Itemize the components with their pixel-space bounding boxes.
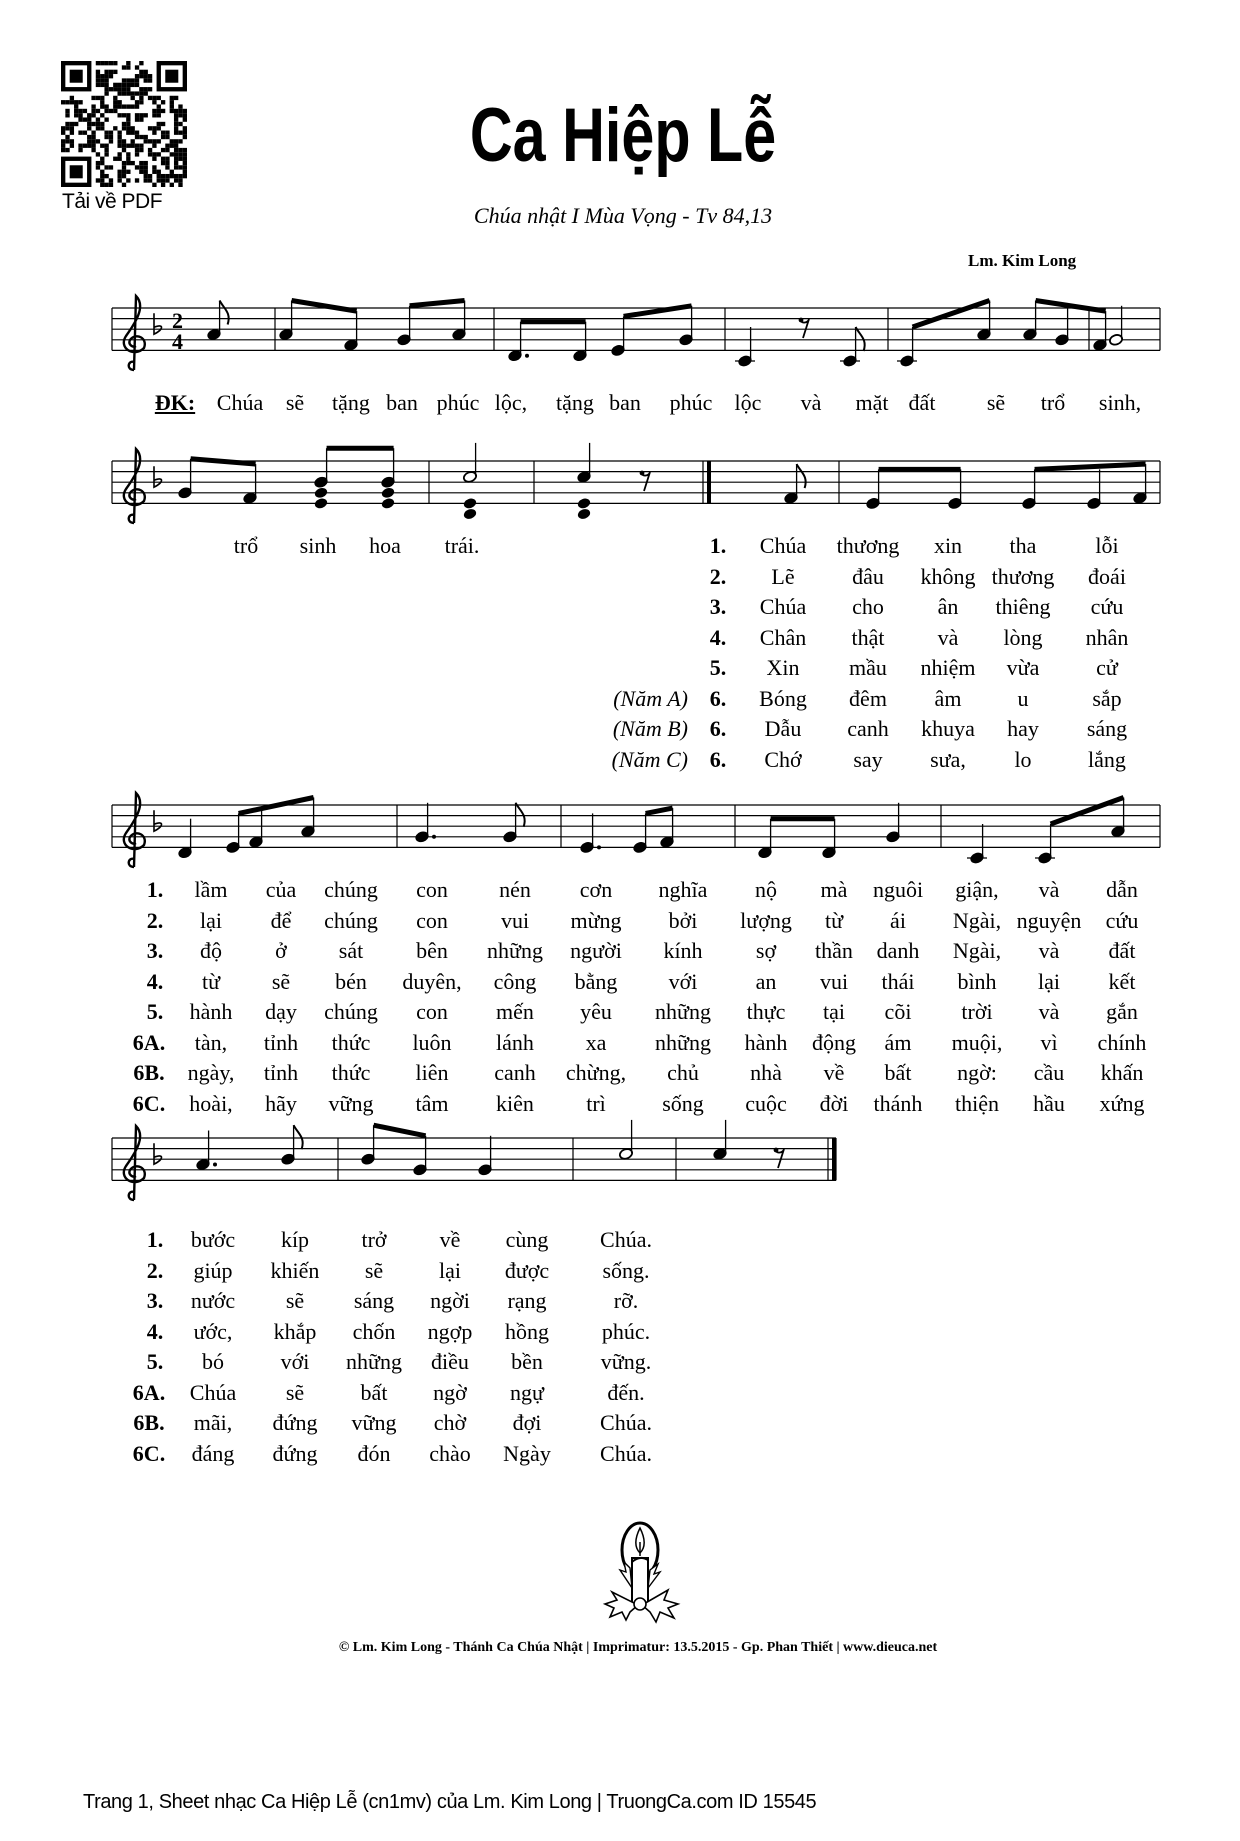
lyric-word: và — [800, 390, 822, 415]
eighth-rest-icon — [640, 471, 645, 476]
note-beam — [292, 301, 357, 312]
lyric-word: Ngài, — [952, 938, 1002, 963]
lyric-word: vui — [500, 907, 530, 933]
note-beam — [624, 306, 692, 317]
lyric-word: sáng — [1086, 716, 1128, 741]
verse-number: 6. — [709, 746, 727, 772]
note-beam — [410, 301, 465, 306]
lyric-word: dạy — [265, 999, 297, 1024]
chord-note-head — [314, 486, 329, 499]
lyric-word: sẽ — [271, 968, 291, 994]
lyric-word: trời — [961, 999, 993, 1024]
lyric-word: Chúa — [189, 1379, 237, 1405]
lyric-word: bất — [360, 1379, 388, 1405]
lyric-word: sống — [662, 1090, 704, 1116]
lyric-word: lộc — [734, 390, 762, 415]
lyric-word: đợi — [512, 1410, 542, 1435]
lyric-word: chốn — [352, 1318, 396, 1344]
lyric-word: những — [655, 1029, 711, 1055]
verse-number: 3. — [709, 594, 727, 619]
lyric-word: xin — [933, 533, 963, 558]
download-pdf-label[interactable]: Tải về PDF — [62, 190, 163, 213]
copyright-line: © Lm. Kim Long - Thánh Ca Chúa Nhật | Imprimatur: 13.5.2015 - Gp. Phan Thiết | www.dieuca.net — [338, 1640, 938, 1655]
lyric-word: khắp — [273, 1318, 317, 1344]
lyric-word: kíp — [280, 1227, 310, 1252]
note-beam — [913, 301, 990, 328]
flat-key-signature-icon — [154, 810, 162, 831]
lyric-word: muội, — [951, 1029, 1003, 1055]
lyric-word: không — [920, 563, 976, 589]
lyric-word: thức — [331, 1060, 371, 1085]
lyric-word: duyên, — [402, 968, 462, 994]
lyric-word: thật — [851, 624, 885, 650]
lyric-word: ban — [386, 390, 418, 415]
lyric-word: nộ — [755, 877, 777, 902]
lyric-word: với — [668, 968, 698, 994]
lyric-word: phúc — [436, 390, 480, 415]
verse-number: 6C. — [132, 1090, 166, 1116]
lyric-word: ngợp — [427, 1318, 473, 1344]
lyric-word: kiên — [496, 1090, 534, 1116]
lyric-word: Chúa. — [600, 1440, 652, 1466]
lyric-word: cùng — [505, 1227, 549, 1252]
lyric-word: sáng — [353, 1288, 395, 1313]
verse-number: 6A. — [132, 1029, 166, 1055]
lyric-word: khấn — [1100, 1060, 1144, 1085]
lyric-word: trổ — [1040, 390, 1066, 415]
chord-note-head — [463, 497, 478, 510]
lyric-word: đón — [357, 1440, 391, 1466]
lyric-word: lánh — [496, 1029, 534, 1055]
lyric-word: bằng — [574, 968, 618, 994]
lyric-word: trổ — [233, 533, 259, 558]
verse-number: 2. — [146, 1257, 164, 1283]
lyric-word: kết — [1108, 968, 1136, 994]
lyric-word: lộc, — [494, 390, 528, 415]
lyric-word: cuộc — [745, 1090, 787, 1116]
lyric-word: cầu — [1033, 1060, 1065, 1085]
lyric-word: đêm — [849, 685, 887, 711]
lyric-word: đoái — [1088, 563, 1126, 589]
lyric-word: từ — [824, 907, 844, 933]
lyric-word: mừng — [570, 907, 622, 933]
lyric-word: hành — [189, 999, 233, 1024]
lyric-word: nén — [499, 877, 531, 902]
lyric-word: canh — [847, 716, 889, 741]
verse-number: 2. — [709, 563, 727, 589]
lyric-word: của — [265, 877, 297, 902]
lyric-word: Ngày — [503, 1440, 551, 1466]
note-flag — [797, 464, 806, 488]
lyric-word: đời — [819, 1090, 849, 1116]
lyric-word: vui — [819, 968, 849, 994]
lyric-word: ban — [609, 390, 641, 415]
note-beam — [1051, 798, 1124, 825]
lyric-word: ám — [884, 1029, 912, 1055]
lyric-word: chúng — [324, 877, 378, 902]
lyric-word: an — [755, 968, 777, 994]
verse-number: 1. — [709, 533, 727, 558]
lyric-word: âm — [934, 685, 962, 711]
verse-number: 6B. — [133, 1060, 165, 1085]
verse-number: 6C. — [132, 1440, 166, 1466]
lyric-word: sẽ — [285, 1379, 305, 1405]
lyric-word: chúng — [324, 907, 378, 933]
lyric-word: từ — [201, 968, 221, 994]
eighth-rest-icon — [774, 1148, 779, 1153]
lyric-word: đến. — [607, 1379, 645, 1405]
candle-icon — [590, 1520, 690, 1635]
year-label: (Năm B) — [612, 716, 688, 741]
lyric-word: hãy — [265, 1090, 297, 1116]
lyric-word: sinh, — [1098, 390, 1142, 415]
lyric-word: giận, — [955, 877, 999, 902]
lyric-word: tỉnh — [263, 1060, 299, 1085]
lyric-word: đứng — [272, 1440, 318, 1466]
lyric-word: và — [1038, 999, 1060, 1024]
note-flag — [294, 1125, 303, 1149]
lyric-word: chờ — [433, 1410, 467, 1435]
chord-note-head — [577, 497, 592, 510]
flat-key-signature-icon — [154, 1143, 162, 1164]
lyric-word: thánh — [873, 1090, 923, 1116]
lyric-word: hoài, — [189, 1090, 233, 1116]
lyric-word: ân — [937, 594, 959, 619]
verse-number: 5. — [709, 655, 727, 680]
lyric-word: mãi, — [193, 1410, 233, 1435]
lyric-word: ngời — [430, 1288, 470, 1313]
time-signature-bottom: 4 — [172, 329, 183, 354]
treble-clef-icon — [124, 296, 145, 370]
lyric-word: con — [416, 907, 448, 933]
note-dot — [213, 1163, 217, 1167]
lyric-word: bởi — [668, 907, 698, 933]
lyric-word: nguôi — [872, 877, 924, 902]
lyric-word: bất — [884, 1060, 912, 1085]
lyric-word: phúc — [669, 390, 713, 415]
song-subtitle: Chúa nhật I Mùa Vọng - Tv 84,13 — [473, 203, 773, 228]
lyric-word: cho — [852, 594, 884, 619]
lyric-word: nước — [190, 1288, 236, 1313]
song-title: Ca Hiệp Lễ — [469, 93, 777, 178]
note-flag — [856, 327, 865, 351]
lyric-word: thần — [815, 938, 853, 963]
lyric-word: lỗi — [1095, 533, 1119, 558]
chord-note-head — [577, 508, 592, 521]
lyric-word: đứng — [272, 1410, 318, 1435]
lyric-word: tỉnh — [263, 1029, 299, 1055]
lyric-word: cử — [1096, 655, 1118, 680]
lyric-word: và — [937, 624, 959, 650]
lyric-word: lòng — [1003, 624, 1043, 650]
lyric-word: ngờ: — [957, 1060, 997, 1085]
lyric-word: yêu — [580, 999, 612, 1024]
lyric-word: bó — [202, 1349, 224, 1374]
lyric-word: xứng — [1099, 1090, 1145, 1116]
note-beam — [646, 808, 673, 813]
lyric-word: lại — [200, 907, 222, 933]
lyric-word: chúng — [324, 999, 378, 1024]
lyric-word: tặng — [332, 390, 370, 415]
lyric-word: Chân — [759, 624, 807, 650]
lyric-word: ước, — [193, 1318, 233, 1344]
verse-number: 1. — [146, 1227, 164, 1252]
lyric-word: u — [1017, 685, 1029, 711]
lyric-word: thương — [991, 563, 1055, 589]
lyric-word: Ngài, — [952, 907, 1002, 933]
note-flag — [220, 301, 229, 325]
lyric-word: những — [655, 999, 711, 1024]
lyric-word: sắp — [1092, 685, 1122, 711]
verse-number: 5. — [146, 1349, 164, 1374]
lyric-word: sẽ — [285, 390, 305, 415]
lyric-word: nhà — [750, 1060, 782, 1085]
lyric-word: lại — [1038, 968, 1060, 994]
lyric-word: danh — [876, 938, 920, 963]
lyric-word: động — [812, 1029, 856, 1055]
lyric-word: nhân — [1085, 624, 1129, 650]
lyric-word: khuya — [921, 716, 975, 741]
lyric-word: vững — [351, 1410, 397, 1435]
lyric-word: sẽ — [986, 390, 1006, 415]
verse-number: 3. — [146, 938, 164, 963]
treble-clef-icon — [124, 449, 145, 523]
lyric-word: bình — [957, 968, 997, 994]
lyric-word: lo — [1014, 746, 1032, 772]
lyric-word: khiến — [270, 1257, 320, 1283]
lyric-word: Chúa — [759, 594, 807, 619]
lyric-word: những — [487, 938, 543, 963]
lyric-word: về — [439, 1227, 461, 1252]
lyric-word: và — [1038, 938, 1060, 963]
lyric-word: lại — [439, 1257, 461, 1283]
lyric-word: Chúa — [759, 533, 807, 558]
lyric-word: đất — [1108, 938, 1136, 963]
lyric-word: cõi — [884, 999, 912, 1024]
lyric-word: vừa — [1006, 655, 1040, 680]
treble-clef-icon — [124, 793, 145, 867]
note-dot — [432, 835, 436, 839]
lyric-word: hoa — [369, 533, 401, 558]
lyric-word: tặng — [556, 390, 594, 415]
lyric-word: thương — [836, 533, 900, 558]
chord-note-head — [314, 497, 329, 510]
lyric-word: ngờ — [433, 1379, 467, 1405]
lyric-word: người — [570, 938, 622, 963]
refrain-label: ĐK: — [154, 390, 196, 415]
lyric-word: sống. — [602, 1257, 650, 1283]
year-label: (Năm A) — [613, 685, 688, 711]
lyric-word: trở — [361, 1227, 387, 1252]
lyric-word: độ — [200, 938, 222, 963]
lyric-word: Chớ — [764, 746, 802, 772]
lyric-word: Xin — [766, 655, 800, 680]
lyric-word: thiện — [955, 1090, 999, 1116]
eighth-rest-icon — [799, 318, 804, 323]
lyric-word: bên — [416, 938, 448, 963]
lyric-word: chào — [429, 1440, 471, 1466]
lyric-word: lượng — [740, 907, 792, 933]
lyric-word: Bóng — [759, 685, 807, 711]
lyric-word: chủ — [667, 1060, 699, 1085]
lyric-word: vững. — [600, 1349, 652, 1374]
flat-key-signature-icon — [154, 313, 162, 334]
lyric-word: với — [280, 1349, 310, 1374]
lyric-word: xa — [585, 1029, 607, 1055]
lyric-word: bước — [190, 1227, 236, 1252]
lyric-word: vững — [328, 1090, 374, 1116]
lyric-word: rạng — [507, 1288, 547, 1313]
chord-note-head — [381, 497, 396, 510]
lyric-word: hồng — [505, 1318, 549, 1344]
note-dot — [525, 354, 529, 358]
lyric-word: Chúa. — [600, 1410, 652, 1435]
verse-number: 4. — [709, 624, 727, 650]
lyric-word: phúc. — [601, 1318, 651, 1344]
chord-note-head — [463, 508, 478, 521]
lyric-word: cứu — [1090, 594, 1124, 619]
lyric-word: sưa, — [930, 746, 966, 772]
lyric-word: cứu — [1105, 907, 1139, 933]
verse-number: 1. — [146, 877, 164, 902]
lyric-word: mến — [496, 999, 534, 1024]
lyric-word: tàn, — [194, 1029, 228, 1055]
composer: Lm. Kim Long — [968, 251, 1077, 270]
lyric-word: và — [1038, 877, 1060, 902]
lyric-word: đất — [908, 390, 936, 415]
lyric-word: Chúa — [216, 390, 264, 415]
lyric-word: sẽ — [364, 1257, 384, 1283]
lyric-word: điều — [431, 1349, 469, 1374]
lyric-word: hay — [1007, 716, 1039, 741]
lyric-word: ái — [890, 907, 906, 933]
lyric-word: Lẽ — [771, 563, 795, 589]
flat-key-signature-icon — [154, 466, 162, 487]
time-signature-top: 2 — [172, 308, 183, 333]
lyric-word: lắng — [1088, 746, 1126, 772]
lyric-word: luôn — [412, 1029, 452, 1055]
lyric-word: sợ — [755, 938, 777, 963]
lyric-word: trì — [586, 1090, 606, 1116]
lyric-word: hành — [744, 1029, 788, 1055]
verse-number: 6. — [709, 685, 727, 711]
lyric-word: sát — [338, 938, 364, 963]
note-beam — [191, 459, 256, 464]
lyric-word: lầm — [194, 877, 228, 902]
verse-number: 6. — [709, 716, 727, 741]
note-dot — [597, 845, 601, 849]
lyric-word: chừng, — [565, 1060, 627, 1085]
note-beam — [1035, 464, 1146, 469]
lyric-word: nguyện — [1016, 907, 1082, 933]
verse-number: 6B. — [133, 1410, 165, 1435]
lyric-word: Dẫu — [764, 716, 802, 741]
lyric-word: ngày, — [187, 1060, 235, 1085]
lyric-word: sinh — [299, 533, 337, 558]
lyric-word: Chúa. — [600, 1227, 652, 1252]
lyric-word: được — [504, 1257, 550, 1283]
lyric-word: kính — [663, 938, 703, 963]
page-footer: Trang 1, Sheet nhạc Ca Hiệp Lễ (cn1mv) của Lm. Kim Long | TruongCa.com ID 15545 — [83, 1791, 817, 1813]
lyric-word: mà — [820, 877, 848, 902]
lyric-word: tâm — [415, 1090, 449, 1116]
note-beam — [1036, 301, 1106, 312]
lyric-word: ở — [275, 938, 287, 963]
lyric-word: công — [493, 968, 537, 994]
lyric-word: tha — [1009, 533, 1037, 558]
year-label: (Năm C) — [611, 746, 688, 772]
lyric-word: vì — [1040, 1029, 1058, 1055]
lyric-word: liên — [415, 1060, 449, 1085]
verse-number: 4. — [146, 1318, 164, 1344]
lyric-word: thiêng — [995, 594, 1051, 619]
verse-number: 5. — [146, 999, 164, 1024]
treble-clef-icon — [124, 1126, 145, 1200]
chord-note-head — [381, 486, 396, 499]
lyric-word: giúp — [193, 1257, 233, 1283]
note-flag — [516, 803, 525, 827]
lyric-word: ngự — [510, 1379, 544, 1405]
lyric-word: say — [853, 746, 883, 772]
lyric-word: bền — [511, 1349, 543, 1374]
lyric-word: đáng — [191, 1440, 235, 1466]
lyric-word: hầu — [1033, 1090, 1065, 1116]
lyric-word: cơn — [579, 877, 613, 902]
verse-number: 2. — [146, 907, 164, 933]
lyric-word: trái. — [444, 533, 480, 558]
lyric-word: gắn — [1106, 999, 1138, 1024]
lyric-word: đâu — [852, 563, 884, 589]
lyric-word: nhiệm — [920, 655, 976, 680]
lyric-word: thái — [881, 968, 915, 994]
verse-number: 6A. — [132, 1379, 166, 1405]
note-beam — [374, 1125, 426, 1136]
verse-number: 3. — [146, 1288, 164, 1313]
lyric-word: rỡ. — [613, 1288, 639, 1313]
lyric-word: bén — [335, 968, 367, 994]
lyric-word: thức — [331, 1029, 371, 1055]
lyric-word: chính — [1097, 1029, 1147, 1055]
lyric-word: dẫn — [1106, 877, 1138, 902]
lyric-word: để — [270, 907, 292, 933]
lyric-word: thực — [746, 999, 786, 1024]
lyric-word: những — [346, 1349, 402, 1374]
lyric-word: sẽ — [285, 1288, 305, 1313]
lyric-word: tại — [823, 999, 845, 1024]
lyric-word: canh — [494, 1060, 536, 1085]
lyric-word: con — [416, 877, 448, 902]
lyric-word: con — [416, 999, 448, 1024]
lyric-word: về — [823, 1060, 845, 1085]
lyric-word: mặt — [855, 390, 889, 415]
verse-number: 4. — [146, 968, 164, 994]
lyric-word: mầu — [849, 655, 887, 680]
lyric-word: nghĩa — [658, 877, 708, 902]
